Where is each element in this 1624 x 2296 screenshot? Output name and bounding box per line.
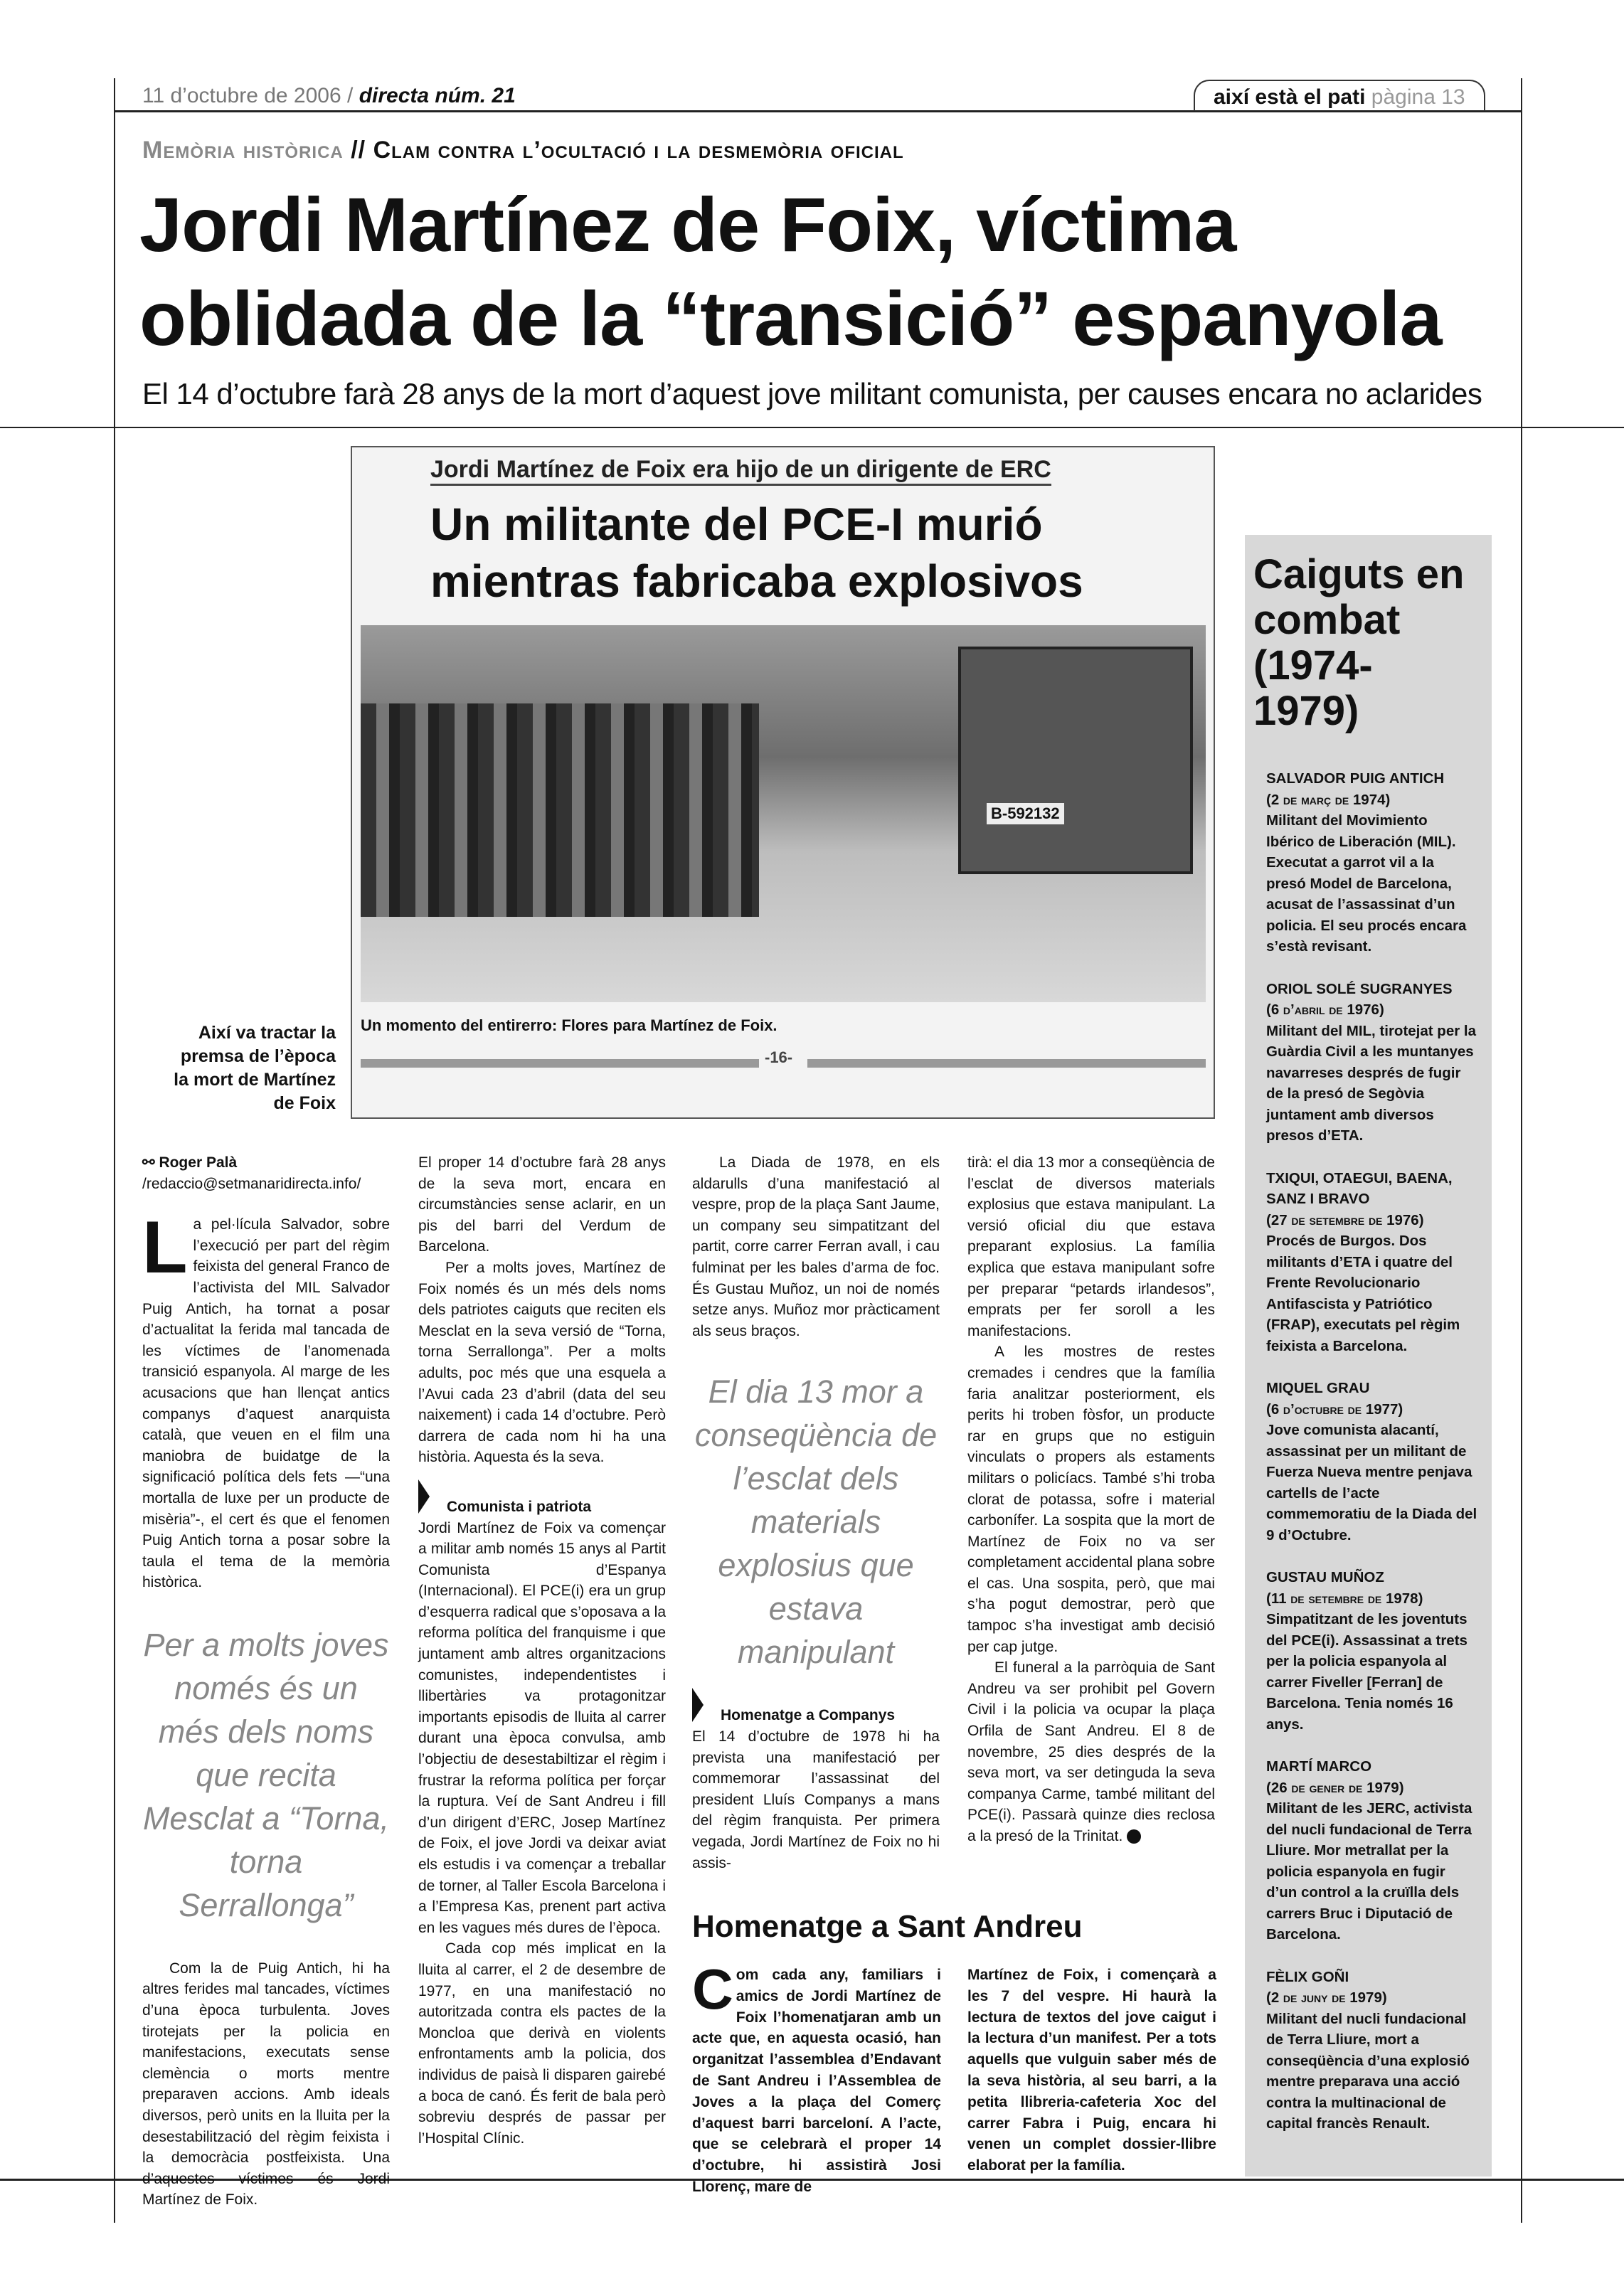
article-paragraph: A les mostres de restes cremades i cendres que la família faria analitzar posteriorment, els perits hi troben fòsfor, un producte rar en grups que no estiguin vinculats o propers als estaments militars o policíacs. També s’hi troba clorat de potassa, sofre i material carbonífer. La sospita que la mort de Martínez de Foix no va ser completament accidental plana sobre el cas. Una sospita, però, que mai s’ha pogut demostrar, però que tampoc s’ha investigat amb decisió per cap jutge. [967, 1344, 1215, 1655]
article-paragraph [142, 1206, 390, 1593]
article-paragraph: Cada cop més implicat en la lluita al carrer, el 2 de desembre de 1977, en una manifestació no autoritzada contra els pactes de la Moncloa que derivà en violents enfrontaments amb la policia, dos individus de paisà li disparen gairebé a boca de canó. És ferit de bala però sobreviu després de passar per l’Hospital Clínic. [418, 1940, 666, 2147]
article-paragraph: El proper 14 d’octubre farà 28 anys de la seva mort, encara en circumstàncies sense aclarir, en un pis del barri del Verdum de Barcelona. [418, 1154, 666, 1255]
homenatge-column-2 [967, 1965, 1216, 2177]
entry-text: Militant del Movimiento Ibérico de Liberación (MIL). Executat a garrot vil a la presó Model de Barcelona, acusat de l’assassinat d’un policia. El seu procés encara s’està revisant. [1266, 812, 1467, 955]
left-margin-line [114, 78, 115, 2223]
entry-date: (6 d’abril de 1976) [1266, 1001, 1384, 1018]
truck-shape [958, 647, 1193, 874]
header-date [142, 84, 516, 108]
sidebar-entry [1259, 1967, 1477, 2135]
clip-kicker: Jordi Martínez de Foix era hijo de un dirigente de ERC [430, 456, 1051, 486]
homenatge-column-1 [692, 1957, 941, 2198]
pull-quote: Per a molts joves només és un més dels noms que recita Mesclat a “Torna, torna Serrallonga” [143, 1626, 389, 1923]
sidebar-entry [1259, 768, 1477, 957]
entry-date: (6 d’octubre de 1977) [1266, 1401, 1403, 1418]
article-paragraph: Per a molts joves, Martínez de Foix només és un més dels noms dels patriotes caiguts que reciten els Mesclat en la seva versió de “Torna, torna Serrallonga”. Per a molts adults, poc més que una esquela a l’Avui cada 23 d’abril (data del seu naixement) i cada 14 d’octubre. Però darrera de cada nom hi ha una història. Aquesta és la seva. [418, 1259, 666, 1466]
entry-name: TXIQUI, OTAEGUI, BAENA, SANZ I BRAVO [1266, 1169, 1453, 1207]
entry-name: MIQUEL GRAU [1266, 1380, 1370, 1396]
entry-name: ORIOL SOLÉ SUGRANYES [1266, 980, 1453, 997]
entry-text: Militant de les JERC, activista del nucli fundacional de Terra Lliure. Mor metrallat per la policia espanyola en fugir d’un control a la cruïlla dels carrers Bruc i Diputació de Barcelona. [1266, 1800, 1472, 1942]
headline: Jordi Martínez de Foix, víctima oblidada de la “transició” espanyola [139, 181, 1442, 361]
article-column-1 [142, 1152, 390, 2211]
entry-text: Jove comunista alacantí, assassinat per un militant de Fuerza Nueva mentre penjava cartells de l’acte commemoratiu de la Diada del 9 d’Octubre. [1266, 1422, 1477, 1543]
kicker-topic: Clam contra l’ocultació i la desmemòria oficial [373, 137, 904, 164]
kicker [142, 137, 904, 164]
clip-rule-left [361, 1059, 759, 1068]
sidebar-entry [1259, 1567, 1477, 1735]
clip-rule-right [807, 1059, 1206, 1068]
subtitle-rule [0, 427, 1624, 428]
article-paragraph: Com la de Puig Antich, hi ha altres ferides mal tancades, víctimes d’una època turbulenta. Joves tirotejats per la policia en manifestacions, executats sense clemència o morts mentre preparaven accions. Amb ideals diversos, però units en la lluita per la desestabilització del règim feixista i la democràcia postfeixista. Una d’aquestes víctimes és Jordi Martínez de Foix. [142, 1960, 390, 2209]
drop-cap: C [692, 1957, 733, 2021]
clip-headline: Un militante del PCE-I murió mientras fabricaba explosivos [430, 499, 1083, 607]
triangle-icon [692, 1688, 704, 1722]
sidebar-entry [1259, 979, 1477, 1147]
subheading-text: Comunista i patriota [447, 1498, 592, 1515]
article-paragraph: La Diada de 1978, en els aldarulls d’una manifestació al vespre, prop de la plaça Sant Jaume, un company seu simpatitzant del partit, corre carrer Ferran avall, i cau fulminat per les bales d’arma de foc. És Gustau Muñoz, un noi de només setze anys. Muñoz mor pràcticament als seus braços. [692, 1154, 940, 1339]
entry-date: (26 de gener de 1979) [1266, 1779, 1404, 1796]
byline: ⚯ Roger Palà [142, 1154, 238, 1171]
entry-text: Simpatitzant de les joventuts del PCE(i). Assassinat a trets per la policia espanyola al carrer Fiveller [Ferran] de Barcelona. Tenia només 16 anys. [1266, 1611, 1468, 1733]
end-mark-logo: dl [1127, 1829, 1141, 1844]
sidebar-entry [1259, 1756, 1477, 1945]
drop-cap: L [142, 1206, 188, 1290]
sidebar-entry [1259, 1168, 1477, 1357]
page-number: pàgina 13 [1371, 85, 1465, 109]
subheadline: El 14 d’octubre farà 28 anys de la mort d’aquest jove militant comunista, per causes encara no aclarides [142, 377, 1482, 410]
homenatge-text: om cada any, familiars i amics de Jordi Martínez de Foix l’homenatjaran amb un acte que, en aquesta ocasió, han organitzat l’assemblea d’Endavant de Sant Andreu i l’Assemblea de Joves a la plaça del Comerç d’aquest barri barceloní. A l’acte, que se celebrarà el proper 14 d’octubre, hi assistirà Josi Llorenç, mare de [692, 1967, 941, 2195]
clip-caption: Un momento del entirerro: Flores para Martínez de Foix. [361, 1016, 777, 1034]
subheading [692, 1705, 940, 1726]
homenatge-heading: Homenatge a Sant Andreu [692, 1909, 1083, 1944]
kicker-section: Memòria històrica [142, 137, 344, 164]
entry-text: Procés de Burgos. Dos militants d’ETA i quatre del Frente Revolucionario Antifascista y Patriótico (FRAP), executats pel règim feixista a Barcelona. [1266, 1233, 1460, 1354]
author-name: Roger Palà [159, 1154, 238, 1171]
paragraph-text: a pel·lícula Salvador, sobre l’execució per part del règim feixista del general Franco de l’activista del MIL Salvador Puig Antich, ha tornat a posar d’actualitat la ferida mal tancada de les víctimes de l’anomenada transició espanyola. Al marge de les acusacions que han llençat antics companys d’aquest anarquista català, que veuen en el film una maniobra de buidatge de la significació política dels fets —“una mortalla de luxe per un producte de misèria”-, el cert és que el fenomen Puig Antich torna a posar sobre la taula el tema de la memòria històrica. [142, 1216, 390, 1591]
paragraph-text: El funeral a la parròquia de Sant Andreu va ser prohibit pel Govern Civil i la policia va ocupar la plaça Orfila de Sant Andreu. El 8 de novembre, 25 dies després de la seva mort, va ser detinguda la seva companya Carme, també militant del PCE(i). Passarà quinze dies reclosa a la presó de la Trinitat. [967, 1659, 1215, 1844]
sidebar-title: Caiguts en combat (1974-1979) [1253, 551, 1465, 734]
entry-name: SALVADOR PUIG ANTICH [1266, 770, 1445, 787]
author-email[interactable]: /redaccio@setmanaridirecta.info/ [142, 1175, 361, 1192]
crowd-shape [361, 703, 759, 917]
article-paragraph [967, 1657, 1215, 1846]
entry-date: (2 de març de 1974) [1266, 791, 1391, 808]
clip-page: -16- [765, 1048, 793, 1066]
photo-caption: Així va tractar la premsa de l’època la mort de Martínez de Foix [174, 1023, 336, 1113]
sidebar-entries [1259, 768, 1477, 2135]
section-name: així està el pati [1214, 85, 1366, 109]
article-column-2 [418, 1152, 666, 2149]
entry-date: (11 de setembre de 1978) [1266, 1590, 1423, 1607]
plate-text: B-592132 [987, 803, 1064, 824]
funeral-photo [361, 625, 1206, 1002]
entry-name: FÈLIX GOÑI [1266, 1968, 1349, 1985]
issue-date: 11 d’octubre de 2006 / [142, 84, 354, 107]
entry-name: GUSTAU MUÑOZ [1266, 1569, 1384, 1585]
article-paragraph: Jordi Martínez de Foix va començar a militar amb només 15 anys al Partit Comunista d’Espanya (Internacional). El PCE(i) era un grup d’esquerra radical que s’oposava a la reforma política del franquisme i que juntament amb altres organitzacions comunistes, independentistes i llibertàries va protagonitzar importants episodis de lluita al carrer durant una època convulsa, amb l’objectiu de desestabiltizar el règim i frustrar la reforma política per forçar la ruptura. Veí de Sant Andreu i fill d’un dirigent d’ERC, Josep Martínez de Foix, el jove Jordi va deixar aviat els estudis i va començar a treballar de torner, al Taller Escola Barcelona i a l’Empresa Kas, prenent part activa en les vagues més dures de l’època. [418, 1519, 666, 1936]
sidebar-entry [1259, 1378, 1477, 1546]
entry-text: Militant del nucli fundacional de Terra Lliure, mort a conseqüència d’una explosió mentre preparava una acció contra la multinacional de capital francès Renault. [1266, 2010, 1470, 2132]
triangle-icon [418, 1479, 430, 1514]
right-margin-line [1521, 78, 1522, 2223]
article-column-4 [967, 1152, 1215, 1847]
article-column-3 [692, 1152, 940, 1874]
sidebar-fallen [1245, 535, 1492, 2177]
homenatge-text: Martínez de Foix, i començarà a les 7 del vespre. Hi haurà la lectura de textos del jove caigut i la lectura d’un manifest. Per a tots aquells que vulguin saber més de la seva història, al seu barri, a la petita llibreria-cafeteria Xoc del carrer Fabra i Puig, encara hi venen un complet dossier-llibre elaborat per la família. [967, 1967, 1216, 2174]
entry-date: (2 de juny de 1979) [1266, 1989, 1387, 2006]
entry-name: MARTÍ MARCO [1266, 1758, 1372, 1775]
kicker-separator: // [351, 137, 366, 164]
section-tab [1194, 80, 1485, 111]
subheading-text: Homenatge a Companys [721, 1707, 896, 1724]
article-paragraph: El 14 d’octubre de 1978 hi ha prevista una manifestació per commemorar l’assassinat del president Lluís Companys a mans del règim franquista. Per primera vegada, Jordi Martínez de Foix no hi assis- [692, 1728, 940, 1871]
pull-quote: El dia 13 mor a conseqüència de l’esclat dels materials explosius que estava manipulant [694, 1373, 938, 1671]
article-paragraph: tirà: el dia 13 mor a conseqüència de l’esclat de diversos materials explosius que estava manipulant. La versió oficial diu que estava preparant explosius. La família explica que estava manipulant sofre per preparar “petards irlandesos”, emprats per fer soroll a les manifestacions. [967, 1154, 1215, 1339]
entry-date: (27 de setembre de 1976) [1266, 1211, 1424, 1228]
entry-text: Militant del MIL, tirotejat per la Guàrdia Civil a les muntanyes navarreses després de fugir de la presó de Segòvia juntament amb diversos presos d’ETA. [1266, 1022, 1476, 1144]
subheading [418, 1497, 666, 1518]
press-clipping-image [351, 446, 1215, 1119]
issue-number: directa núm. 21 [359, 84, 516, 107]
